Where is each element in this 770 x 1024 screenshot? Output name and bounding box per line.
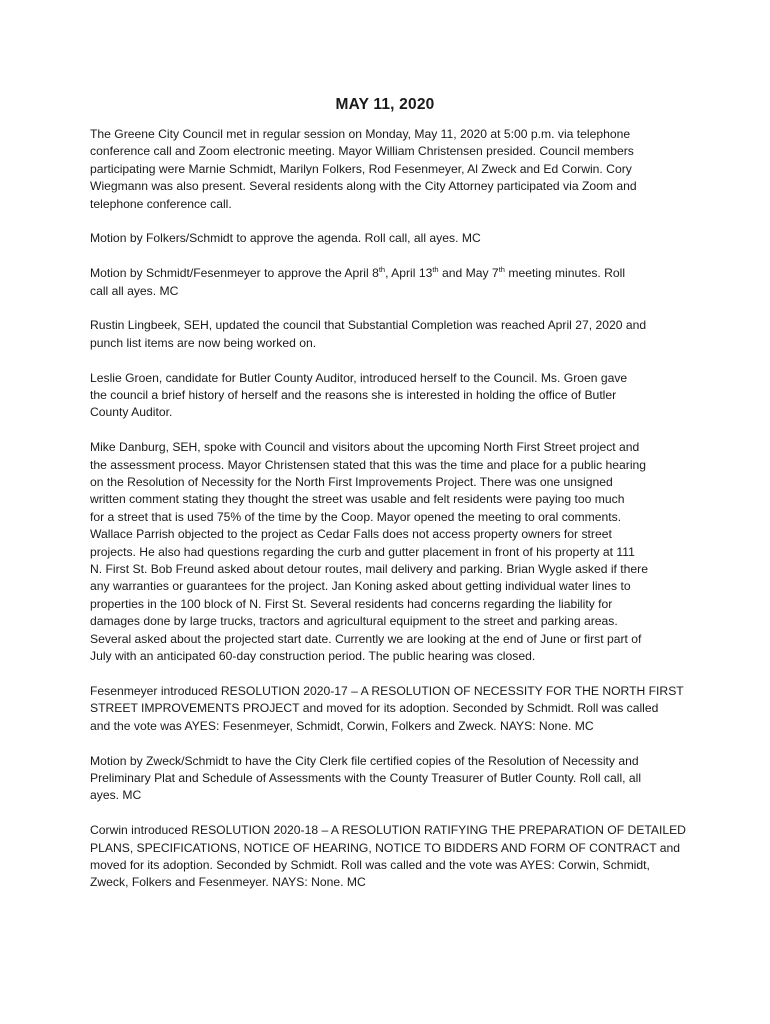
text-run: Motion by Schmidt/Fesenmeyer to approve the April 8: [90, 266, 379, 281]
text-line: telephone conference call.: [90, 196, 232, 211]
text-line: Several asked about the projected start date. Currently we are looking at the end of June or first part of: [90, 631, 642, 646]
text-run: meeting minutes. Roll: [504, 266, 626, 281]
text-line: projects. He also had questions regarding the curb and gutter placement in front of his property at 111: [90, 544, 635, 559]
text-line: Zweck, Folkers and Fesenmeyer. NAYS: None. MC: [90, 875, 366, 890]
text-line: STREET IMPROVEMENTS PROJECT and moved for its adoption. Seconded by Schmidt. Roll was called: [90, 701, 659, 716]
ordinal-suffix: th: [498, 265, 505, 275]
paragraph-minutes-motion: [90, 265, 690, 300]
document-title: MAY 11, 2020: [335, 96, 435, 113]
text-line: Preliminary Plat and Schedule of Assessments with the County Treasurer of Butler County. Roll call, all: [90, 770, 642, 785]
text-line: County Auditor.: [90, 405, 173, 420]
text-line: Motion by Zweck/Schmidt to have the City Clerk file certified copies of the Resolution of Necessity and: [90, 753, 639, 768]
text-line: PLANS, SPECIFICATIONS, NOTICE OF HEARING, NOTICE TO BIDDERS AND FORM OF CONTRACT and: [90, 840, 681, 855]
text-line: the council a brief history of herself and the reasons she is interested in holding the office of Butler: [90, 388, 617, 403]
text-line: N. First St. Bob Freund asked about detour routes, mail delivery and parking. Brian Wygle asked if there: [90, 562, 648, 577]
text-line: Motion by Folkers/Schmidt to approve the agenda. Roll call, all ayes. MC: [90, 231, 481, 246]
text-line: the assessment process. Mayor Christensen stated that this was the time and place for a public hearing: [90, 457, 647, 472]
text-line: Wallace Parrish objected to the project as Cedar Falls does not access property owners for street: [90, 527, 612, 542]
text-line: moved for its adoption. Seconded by Schmidt. Roll was called and the vote was AYES: Corwin, Schmidt,: [90, 857, 650, 872]
text-line: properties in the 100 block of N. First St. Several residents had concerns regarding the liability for: [90, 596, 613, 611]
text-line: Fesenmeyer introduced RESOLUTION 2020-17 – A RESOLUTION OF NECESSITY FOR THE NORTH FIRST: [90, 683, 684, 698]
text-line: July with an anticipated 60-day construction period. The public hearing was closed.: [90, 649, 536, 664]
paragraph-certified-copies-motion: [90, 753, 690, 805]
ordinal-suffix: th: [432, 265, 439, 275]
text-line: ayes. MC: [90, 788, 142, 803]
paragraph-session-opening: [90, 126, 690, 213]
text-line: punch list items are now being worked on.: [90, 335, 317, 350]
text-line: Wiegmann was also present. Several residents along with the City Attorney participated via Zoom and: [90, 179, 637, 194]
text-line: on the Resolution of Necessity for the North First Improvements Project. There was one unsigned: [90, 475, 613, 490]
text-line: Leslie Groen, candidate for Butler County Auditor, introduced herself to the Council. Ms. Groen gave: [90, 370, 628, 385]
paragraph-resolution-2020-18: [90, 822, 690, 892]
paragraph-agenda-motion: [90, 230, 690, 247]
text-line: participating were Marnie Schmidt, Marilyn Folkers, Rod Fesenmeyer, Al Zweck and Ed Corwin. Cory: [90, 161, 632, 176]
text-run: , April 13: [385, 266, 433, 281]
text-line: damages done by large trucks, tractors and agricultural equipment to the street and parking areas.: [90, 614, 618, 629]
text-run: and May 7: [438, 266, 499, 281]
minutes-body: [90, 126, 690, 909]
text-line: any warranties or guarantees for the project. Jan Koning asked about getting individual water lines to: [90, 579, 631, 594]
text-line: Mike Danburg, SEH, spoke with Council and visitors about the upcoming North First Street project and: [90, 440, 640, 455]
text-line: written comment stating they thought the street was usable and felt residents were paying too much: [90, 492, 625, 507]
text-line: for a street that is used 75% of the time by the Coop. Mayor opened the meeting to oral comments.: [90, 509, 622, 524]
paragraph-auditor-candidate: [90, 370, 690, 422]
text-line: [90, 265, 690, 282]
ordinal-suffix: th: [378, 265, 386, 275]
text-line: conference call and Zoom electronic meeting. Mayor William Christensen presided. Council members: [90, 144, 634, 159]
paragraph-resolution-2020-17: [90, 683, 690, 735]
text-line: and the vote was AYES: Fesenmeyer, Schmidt, Corwin, Folkers and Zweck. NAYS: None. MC: [90, 718, 594, 733]
text-line: call all ayes. MC: [90, 283, 179, 298]
text-line: Rustin Lingbeek, SEH, updated the council that Substantial Completion was reached April 27, 2020 and: [90, 318, 647, 333]
paragraph-seh-update: [90, 317, 690, 352]
text-line: The Greene City Council met in regular session on Monday, May 11, 2020 at 5:00 p.m. via telephone: [90, 127, 631, 141]
paragraph-public-hearing: [90, 439, 690, 665]
text-line: Corwin introduced RESOLUTION 2020-18 – A RESOLUTION RATIFYING THE PREPARATION OF DETAILED: [90, 823, 686, 838]
